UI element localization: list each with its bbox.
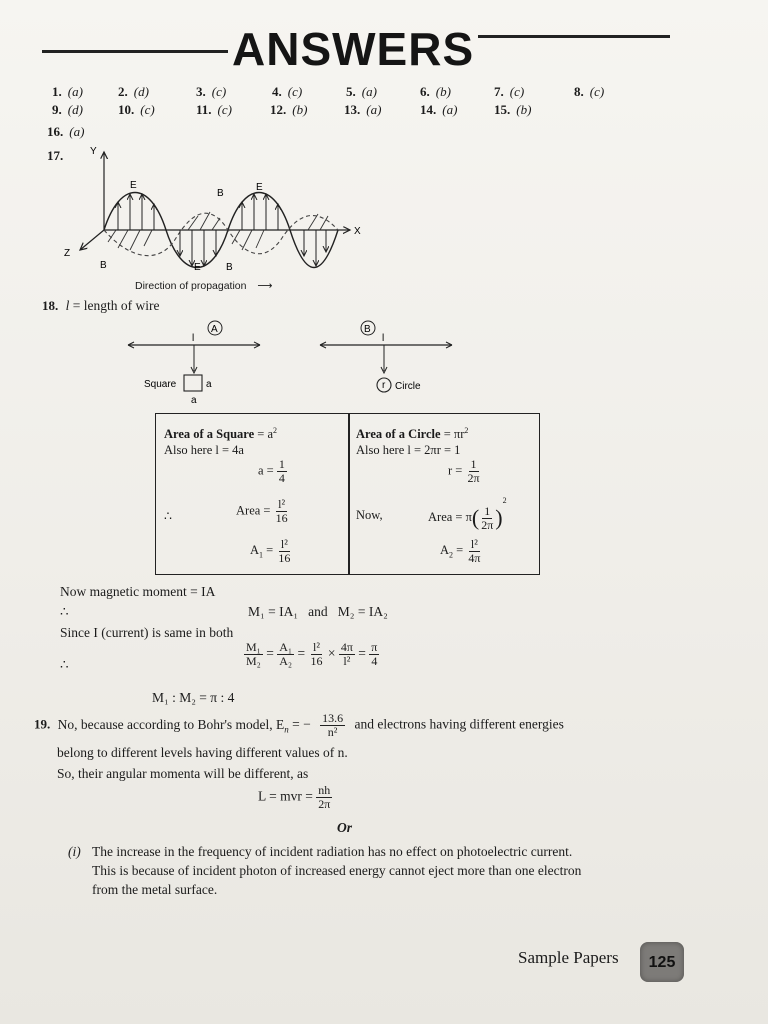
mcq-answer bbox=[52, 102, 83, 118]
item-i-marker: (i) bbox=[68, 844, 81, 859]
magnetic-field-wave bbox=[104, 213, 338, 255]
mcq-choice: (a) bbox=[442, 102, 458, 117]
mcq-answer bbox=[196, 102, 232, 118]
q18-intro bbox=[42, 296, 159, 315]
mcq-choice: (c) bbox=[217, 102, 232, 117]
mcq-answer bbox=[118, 102, 155, 118]
page-title: ANSWERS bbox=[232, 23, 475, 75]
mcq-choice: (b) bbox=[516, 102, 532, 117]
wire-a-label: A bbox=[211, 324, 218, 335]
mcq-answer bbox=[272, 84, 302, 100]
label-z: Z bbox=[64, 248, 71, 259]
therefore-symbol: ∴ bbox=[60, 657, 69, 672]
z-axis bbox=[80, 230, 104, 250]
mcq-answer bbox=[344, 102, 381, 118]
fraction: $\frac{13.6}{\text{n²}}$ bbox=[322, 711, 344, 739]
square-heading bbox=[164, 426, 277, 442]
square-heading-eq: = a bbox=[254, 427, 274, 442]
mcq-number: 13. bbox=[344, 102, 361, 117]
mcq-answer bbox=[118, 84, 149, 100]
circle-heading-eq: = πr bbox=[440, 427, 465, 442]
l-symbol: l bbox=[65, 298, 70, 313]
ratio-equation: $\frac{\text{M₁}}{\text{M₂}}$ = $\frac{\text{A₁}}{\text{A₂}}$ = $\frac{\text{l²}}{16}$ × $\frac{4\pi}{\text{l²}}$ = $\frac{\pi}{4}$ bbox=[246, 640, 378, 668]
label-e: E bbox=[130, 180, 137, 191]
mcq-choice: (c) bbox=[509, 84, 525, 99]
mcq-answer bbox=[196, 84, 226, 100]
radius-label: r bbox=[382, 380, 386, 391]
title-rule-left bbox=[42, 50, 228, 53]
wire-b-label: B bbox=[364, 324, 371, 335]
mcq-answer bbox=[47, 124, 84, 140]
mcq-choice: (a) bbox=[67, 84, 83, 99]
q19-line1: 19. No, because according to Bohr's model, $E_n$ = − $\frac{13.6}{\text{n²}}$ and electrons having different energies bbox=[34, 711, 564, 739]
lhs: $A_2$ = bbox=[440, 543, 464, 560]
mcq-answer bbox=[52, 84, 83, 100]
mcq-answer bbox=[420, 102, 457, 118]
square-shape bbox=[184, 375, 202, 391]
square-also: Also here l = 4a bbox=[164, 443, 244, 457]
magnetic-moment-line: Now magnetic moment = IA bbox=[60, 584, 216, 599]
question-number: 17. bbox=[47, 148, 64, 163]
mcq-choice: (a) bbox=[69, 124, 85, 139]
wire-diagrams bbox=[120, 315, 480, 410]
propagation-arrow-icon: ⟶ bbox=[257, 280, 273, 292]
therefore-symbol: ∴ bbox=[60, 604, 69, 619]
fraction: $\frac{nh}{2\pi}$ bbox=[318, 783, 331, 811]
fraction: $\frac{\text{l²}}{16}$ bbox=[310, 640, 323, 668]
circle-r-eq bbox=[448, 458, 482, 485]
circle-heading bbox=[356, 426, 468, 442]
question-number: 18. bbox=[42, 298, 59, 313]
question-number: 19. bbox=[34, 716, 51, 732]
mcq-choice: (b) bbox=[292, 102, 308, 117]
or-label: Or bbox=[337, 820, 353, 835]
mcq-choice: (a) bbox=[361, 84, 377, 99]
mcq-choice: (c) bbox=[140, 102, 155, 117]
em-wave-diagram bbox=[60, 140, 380, 300]
title-rule-right bbox=[478, 35, 670, 38]
mcq-number: 14. bbox=[420, 102, 437, 117]
mcq-choice: (d) bbox=[133, 84, 149, 99]
mcq-choice: (a) bbox=[366, 102, 382, 117]
mcq-number: 8. bbox=[574, 84, 584, 99]
q19-line3: So, their angular momenta will be different, as bbox=[57, 766, 309, 781]
lhs: $A_1$ = bbox=[250, 543, 274, 560]
q19-para-2: This is because of incident photon of increased energy cannot eject more than one electron bbox=[92, 863, 582, 878]
square-a-eq bbox=[258, 458, 287, 485]
label-e: E bbox=[194, 262, 201, 273]
mcq-answer bbox=[346, 84, 377, 100]
label-x: X bbox=[354, 226, 361, 237]
lhs: Area = bbox=[428, 510, 463, 524]
circle-heading-bold: Area of a Circle bbox=[356, 427, 441, 442]
q19-para-3: from the metal surface. bbox=[92, 882, 218, 897]
final-ratio: M₁ : M₂ = π : 4 bbox=[152, 690, 235, 705]
lhs: Area = bbox=[236, 503, 271, 518]
footer-label: Sample Papers bbox=[518, 948, 619, 967]
fraction: $\frac{\text{A₁}}{\text{A₂}}$ bbox=[279, 640, 293, 668]
mcq-number: 2. bbox=[118, 84, 128, 99]
angular-momentum-eq: L = mvr = $\frac{nh}{2\pi}$ bbox=[258, 783, 331, 811]
mcq-number: 16. bbox=[47, 124, 64, 139]
label-e: E bbox=[256, 182, 263, 193]
q19-line2: belong to different levels having different values of n. bbox=[57, 745, 348, 760]
mcq-number: 4. bbox=[272, 84, 282, 99]
mcq-choice: (c) bbox=[589, 84, 605, 99]
mcq-answer bbox=[420, 84, 451, 100]
label-y: Y bbox=[90, 146, 97, 157]
circle-a2-eq bbox=[440, 538, 482, 565]
circle-label: Circle bbox=[395, 381, 421, 392]
now-label: Now, bbox=[356, 508, 383, 522]
mcq-choice: (c) bbox=[287, 84, 303, 99]
fraction: $\frac{\text{M₁}}{\text{M₂}}$ bbox=[246, 640, 261, 668]
same-current-line: Since I (current) is same in both bbox=[60, 625, 234, 640]
square-heading-bold: Area of a Square bbox=[164, 427, 255, 442]
fraction: $\frac{1}{2\pi}$ bbox=[481, 503, 494, 532]
fraction: $\frac{\text{l²}}{16}$ bbox=[278, 537, 291, 565]
lhs: r = bbox=[448, 463, 463, 478]
fraction: $\frac{\text{l²}}{4\pi}$ bbox=[468, 537, 481, 565]
mcq-choice: (d) bbox=[67, 102, 83, 117]
fraction: $\frac{\pi}{4}$ bbox=[371, 640, 378, 668]
square-a1-eq bbox=[250, 538, 292, 565]
propagation-caption-text: Direction of propagation bbox=[135, 280, 247, 292]
propagation-caption bbox=[135, 280, 272, 292]
fraction: $\frac{\text{l²}}{16}$ bbox=[275, 497, 288, 525]
mcq-number: 15. bbox=[494, 102, 511, 117]
mcq-answer bbox=[494, 102, 531, 118]
square-label: Square bbox=[144, 379, 177, 390]
fraction: $\frac{1}{4}$ bbox=[278, 457, 285, 485]
mcq-answer bbox=[574, 84, 604, 100]
table-divider bbox=[348, 414, 350, 574]
mcq-number: 12. bbox=[270, 102, 287, 117]
mcq-number: 6. bbox=[420, 84, 430, 99]
mcq-number: 3. bbox=[196, 84, 206, 99]
fraction: $\frac{4\pi}{\text{l²}}$ bbox=[340, 640, 353, 668]
circle-area-eq: Area = π( $\frac{1}{2\pi}$ )$^2$ bbox=[428, 496, 507, 532]
mcq-number: 11. bbox=[196, 102, 212, 117]
mcq-answer bbox=[270, 102, 307, 118]
wire-b-length: l bbox=[382, 333, 385, 344]
circle-also: Also here l = 2πr = 1 bbox=[356, 443, 461, 457]
label-b: B bbox=[226, 262, 233, 273]
mcq-answer bbox=[494, 84, 524, 100]
label-b: B bbox=[217, 188, 224, 199]
circle-heading-sup: 2 bbox=[464, 426, 469, 435]
square-heading-sup: 2 bbox=[273, 426, 278, 435]
page-number-badge: 125 bbox=[640, 942, 684, 982]
mcq-number: 5. bbox=[346, 84, 356, 99]
q19-para-1: The increase in the frequency of incident radiation has no effect on photoelectric current. bbox=[92, 844, 573, 859]
mcq-number: 1. bbox=[52, 84, 62, 99]
mcq-number: 10. bbox=[118, 102, 135, 117]
label-b: B bbox=[100, 260, 107, 271]
wire-a-length: l bbox=[192, 333, 195, 344]
mcq-number: 7. bbox=[494, 84, 504, 99]
square-area-eq bbox=[236, 498, 290, 525]
mcq-number: 9. bbox=[52, 102, 62, 117]
m-equations: M₁ = IA₁ and M₂ = IA₂ bbox=[248, 604, 388, 619]
fraction: $\frac{1}{2\pi}$ bbox=[467, 457, 480, 485]
square-side-label: a bbox=[191, 395, 197, 406]
area-comparison-table bbox=[155, 413, 540, 575]
lhs: a = bbox=[258, 463, 274, 478]
mcq-choice: (b) bbox=[435, 84, 451, 99]
square-side-label: a bbox=[206, 379, 212, 390]
q18-intro-text: = length of wire bbox=[69, 298, 160, 313]
therefore-symbol: ∴ bbox=[164, 509, 172, 523]
mcq-choice: (c) bbox=[211, 84, 227, 99]
